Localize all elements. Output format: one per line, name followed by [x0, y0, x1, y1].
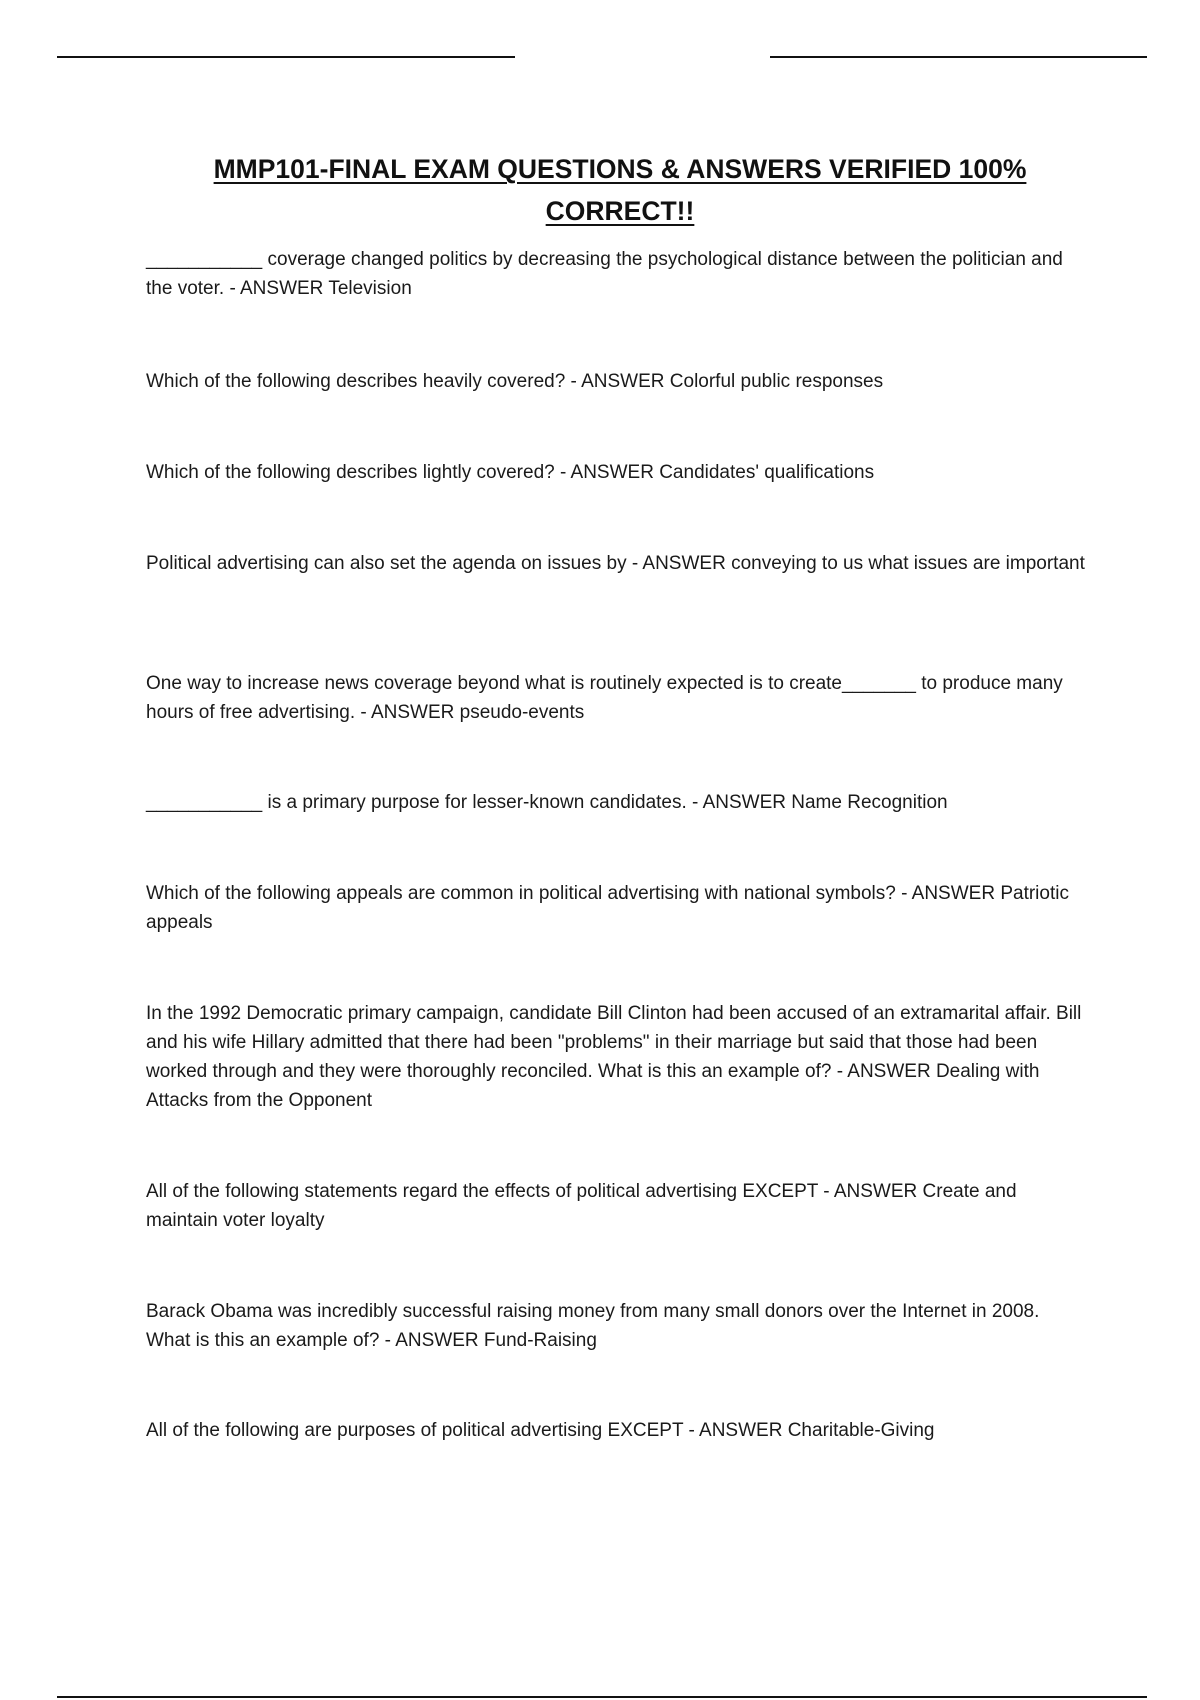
qa-item: Barack Obama was incredibly successful raising money from many small donors over the Internet in 2008. What is this an example of? - ANSWER Fund-Raising	[146, 1301, 1040, 1351]
qa-item: Which of the following describes lightly covered? - ANSWER Candidates' qualifications	[146, 462, 875, 483]
qa-item: Which of the following appeals are common in political advertising with national symbols? - ANSWER Patriotic appeals	[146, 883, 1069, 933]
qa-item: Political advertising can also set the agenda on issues by - ANSWER conveying to us what issues are important	[146, 553, 1085, 574]
qa-item: Which of the following describes heavily covered? - ANSWER Colorful public responses	[146, 371, 884, 392]
footer-rule	[57, 1696, 1147, 1698]
qa-item: In the 1992 Democratic primary campaign, candidate Bill Clinton had been accused of an extramarital affair. Bill and his wife Hillary admitted that there had been "problems" in their marriage but said that those had been worked through and they were thoroughly reconciled. What is this an example of? - ANSWER Dealing with Attacks from the Opponent	[146, 1003, 1082, 1111]
qa-item: All of the following statements regard the effects of political advertising EXCEPT - ANSWER Create and maintain voter loyalty	[146, 1181, 1017, 1231]
qa-item: All of the following are purposes of political advertising EXCEPT - ANSWER Charitable-Giving	[146, 1420, 935, 1441]
page-title: MMP101-FINAL EXAM QUESTIONS & ANSWERS VERIFIED 100% CORRECT!!	[213, 154, 1027, 226]
qa-item: ___________ coverage changed politics by decreasing the psychological distance between the politician and the voter. - ANSWER Television	[146, 249, 1063, 299]
qa-item: One way to increase news coverage beyond what is routinely expected is to create_______ to produce many hours of free advertising. - ANSWER pseudo-events	[146, 673, 1063, 723]
header-rule-right	[770, 56, 1147, 58]
header-rule-left	[57, 56, 515, 58]
qa-item: ___________ is a primary purpose for lesser-known candidates. - ANSWER Name Recognition	[146, 792, 948, 813]
